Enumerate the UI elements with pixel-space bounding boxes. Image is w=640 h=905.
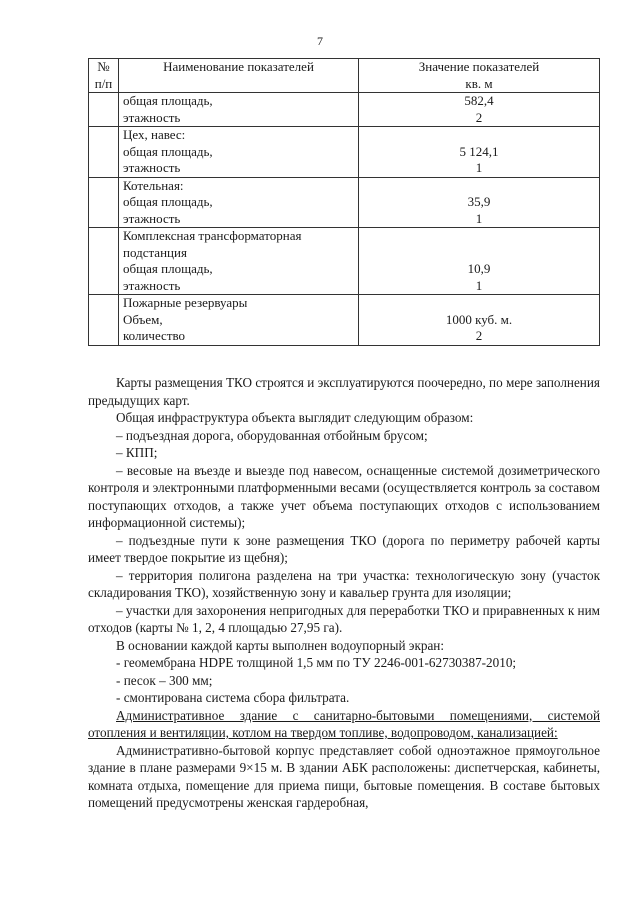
indicator-name-cell (119, 127, 359, 178)
indicator-name-line: общая площадь, (123, 143, 213, 159)
table-row (89, 295, 600, 346)
page-number: 7 (317, 34, 323, 48)
table-row (89, 228, 600, 295)
indicator-value-line: 1 (475, 210, 483, 226)
paragraph: Карты размещения ТКО строятся и эксплуатируются поочередно, по мере заполнения предыдущих карт. (88, 375, 600, 408)
row-number-cell (89, 93, 119, 127)
indicator-value-cell (359, 228, 600, 295)
body-text (88, 374, 600, 812)
header-indicator-name: Наименование показателей (119, 59, 359, 93)
header-indicator-value: Значение показателей кв. м (359, 59, 600, 93)
indicator-name-cell (119, 228, 359, 295)
indicator-name-line: общая площадь, (123, 93, 213, 108)
indicator-name-line: Объем, (123, 311, 163, 327)
indicator-value-line (363, 228, 595, 245)
list-item: – подъездная дорога, оборудованная отбойным брусом; (116, 427, 428, 443)
indicator-name-line: Цех, навес: (123, 127, 186, 142)
indicator-value-line: 5 124,1 (459, 143, 499, 159)
indicator-name-cell (119, 177, 359, 228)
indicator-name-line: Пожарные резервуары (123, 295, 248, 310)
list-item: - песок – 300 мм; (116, 672, 213, 688)
indicator-name-line: общая площадь, (123, 194, 213, 209)
indicator-value-line: 2 (475, 328, 483, 343)
indicator-value-cell (359, 127, 600, 178)
indicator-value-line: 1000 куб. м. (445, 311, 513, 327)
table-row (89, 127, 600, 178)
indicator-value-cell (359, 177, 600, 228)
section-heading: Административное здание с санитарно-бытовыми помещениями, системой отопления и вентиляции, котлом на твердом топливе, водопроводом, канализацией: (88, 707, 600, 740)
indicator-value-cell (359, 295, 600, 346)
indicators-table (88, 58, 600, 346)
indicator-name-line: этажность (123, 210, 181, 226)
indicator-name-line: этажность (123, 109, 181, 125)
table-header-row (89, 59, 600, 93)
paragraph: Общая инфраструктура объекта выглядит следующим образом: (116, 410, 474, 425)
indicator-name-line: этажность (123, 160, 181, 175)
indicator-name-line: Комплексная трансформаторная (123, 228, 302, 243)
paragraph: Административно-бытовой корпус представляет собой одноэтажное прямоугольное здание в плане размерами 9×15 м. В здании АБК расположены: диспетчерская, кабинеты, комната отдыха, помещение для приема пищи, бытовые помещения. В составе бытовых помещений предусмотрены женская гардеробная, (88, 742, 600, 810)
list-item: – КПП; (116, 445, 158, 460)
list-item: - геомембрана HDPE толщиной 1,5 мм по ТУ 2246-001-62730387-2010; (116, 655, 517, 670)
indicator-value-line (363, 245, 595, 262)
indicator-value-line (363, 295, 595, 312)
table-row (89, 177, 600, 228)
indicator-value-line: 582,4 (464, 93, 494, 108)
table-row (89, 93, 600, 127)
indicator-name-line: этажность (123, 277, 181, 293)
row-number-cell (89, 177, 119, 228)
indicator-name-line: Котельная: (123, 177, 184, 193)
row-number-cell (89, 295, 119, 346)
indicator-name-cell (119, 93, 359, 127)
indicator-name-line: общая площадь, (123, 261, 213, 276)
row-number-cell (89, 228, 119, 295)
indicator-name-line: количество (123, 328, 186, 343)
indicator-value-line (363, 127, 595, 144)
list-item: – территория полигона разделена на три участка: технологическую зону (участок складирования ТКО), хозяйственную зону и кавальер грунта для изоляции; (88, 567, 600, 600)
indicator-value-line: 10,9 (467, 261, 491, 276)
list-item: - смонтирована система сбора фильтрата. (116, 690, 350, 705)
list-item: – подъездные пути к зоне размещения ТКО (дорога по периметру рабочей карты имеет твердое покрытие из щебня); (88, 532, 600, 565)
indicator-value-line: 1 (475, 277, 483, 293)
indicator-value-line (363, 178, 595, 195)
indicator-name-line: подстанция (123, 244, 187, 260)
indicator-value-line: 35,9 (467, 194, 491, 209)
indicator-value-line: 2 (475, 109, 483, 125)
paragraph: В основании каждой карты выполнен водоупорный экран: (116, 637, 445, 653)
list-item: – весовые на въезде и выезде под навесом, оснащенные системой дозиметрического контроля и электронными платформенными весами (осуществляется контроль за составом поступающих отходов, а также учет объема поступающих отходов с использованием информационной системы); (88, 462, 600, 530)
list-item: – участки для захоронения непригодных для переработки ТКО и приравненных к ним отходов (карты № 1, 2, 4 площадью 27,95 га). (88, 602, 600, 635)
row-number-cell (89, 127, 119, 178)
indicator-value-line: 1 (475, 160, 483, 175)
header-number: № п/п (89, 59, 119, 93)
indicator-value-cell (359, 93, 600, 127)
indicator-name-cell (119, 295, 359, 346)
